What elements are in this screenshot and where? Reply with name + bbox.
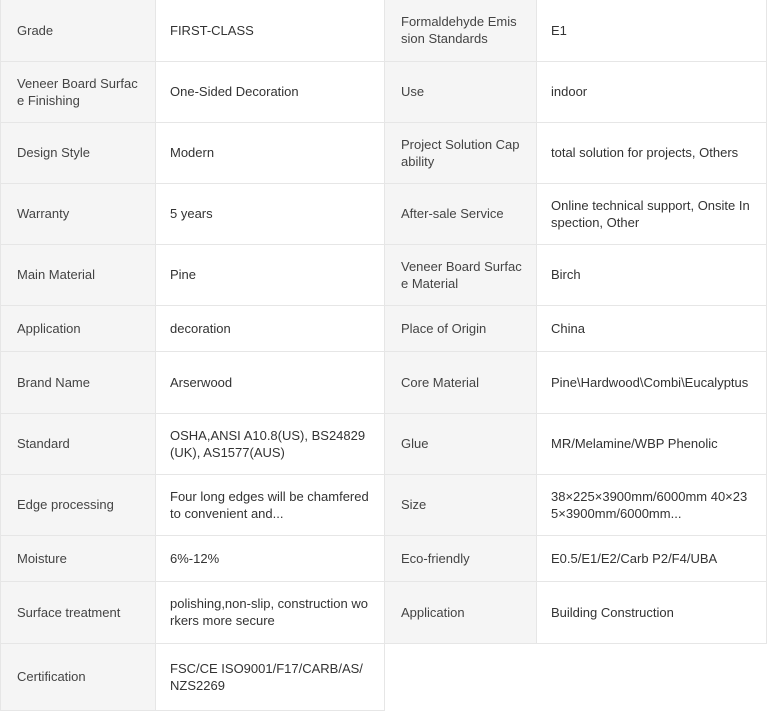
table-row: [1, 581, 767, 643]
spec-value: OSHA,ANSI A10.8(US), BS24829(UK), AS1577(AUS): [156, 413, 385, 474]
spec-value: indoor: [537, 61, 767, 122]
spec-label: Veneer Board Surface Material: [385, 244, 537, 305]
spec-label: Brand Name: [1, 351, 156, 413]
spec-label: Surface treatment: [1, 581, 156, 643]
spec-label: Certification: [1, 643, 156, 710]
spec-label: Main Material: [1, 244, 156, 305]
spec-label: Grade: [1, 0, 156, 61]
spec-value: Online technical support, Onsite Inspection, Other: [537, 183, 767, 244]
spec-label: After-sale Service: [385, 183, 537, 244]
spec-value: China: [537, 305, 767, 351]
spec-value: Pine\Hardwood\Combi\Eucalyptus: [537, 351, 767, 413]
spec-value-empty: [537, 643, 767, 710]
spec-value: MR/Melamine/WBP Phenolic: [537, 413, 767, 474]
spec-value: FSC/CE ISO9001/F17/CARB/AS/NZS2269: [156, 643, 385, 710]
spec-label: Edge processing: [1, 474, 156, 535]
table-row: [1, 535, 767, 581]
table-row: [1, 122, 767, 183]
table-row: [1, 0, 767, 61]
table-row: [1, 413, 767, 474]
spec-label: Eco-friendly: [385, 535, 537, 581]
spec-label: Design Style: [1, 122, 156, 183]
spec-label-empty: [385, 643, 537, 710]
spec-label: Moisture: [1, 535, 156, 581]
table-row: [1, 244, 767, 305]
spec-label: Application: [385, 581, 537, 643]
spec-label: Standard: [1, 413, 156, 474]
table-row: [1, 474, 767, 535]
spec-label: Use: [385, 61, 537, 122]
table-row: [1, 643, 767, 710]
spec-value: polishing,non-slip, construction workers more secure: [156, 581, 385, 643]
spec-value: E0.5/E1/E2/Carb P2/F4/UBA: [537, 535, 767, 581]
spec-value: decoration: [156, 305, 385, 351]
spec-label: Core Material: [385, 351, 537, 413]
spec-value: Modern: [156, 122, 385, 183]
spec-label: Application: [1, 305, 156, 351]
spec-value: Arserwood: [156, 351, 385, 413]
spec-value-text: 38×225×3900mm/6000mm 40×235×3900mm/6000mm...: [551, 488, 748, 521]
table-row: [1, 183, 767, 244]
table-row: [1, 305, 767, 351]
spec-value: Birch: [537, 244, 767, 305]
spec-value: [537, 474, 767, 535]
spec-value: total solution for projects, Others: [537, 122, 767, 183]
spec-label: Veneer Board Surface Finishing: [1, 61, 156, 122]
table-row: [1, 351, 767, 413]
spec-value: One-Sided Decoration: [156, 61, 385, 122]
spec-label: Formaldehyde Emission Standards: [385, 0, 537, 61]
spec-label: Size: [385, 474, 537, 535]
spec-value: Pine: [156, 244, 385, 305]
spec-value-text: Four long edges will be chamfered to convenient and...: [170, 488, 369, 521]
spec-value: [156, 474, 385, 535]
spec-label: Place of Origin: [385, 305, 537, 351]
spec-label: Warranty: [1, 183, 156, 244]
spec-label: Glue: [385, 413, 537, 474]
table-row: [1, 61, 767, 122]
spec-value: 5 years: [156, 183, 385, 244]
spec-value: FIRST-CLASS: [156, 0, 385, 61]
spec-value: 6%-12%: [156, 535, 385, 581]
spec-value: E1: [537, 0, 767, 61]
spec-label: Project Solution Capability: [385, 122, 537, 183]
spec-value: Building Construction: [537, 581, 767, 643]
